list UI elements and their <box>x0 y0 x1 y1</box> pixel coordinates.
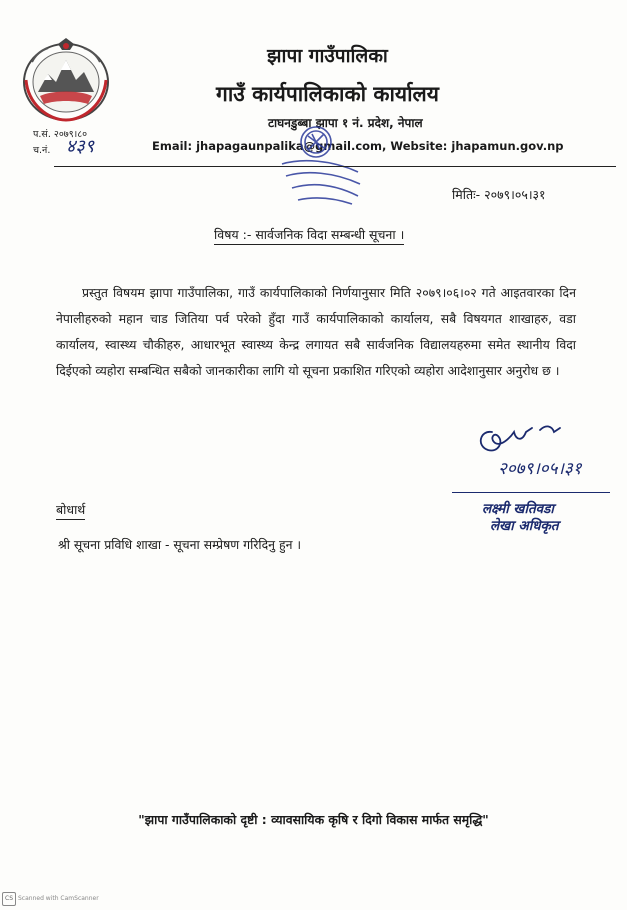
letter-body: प्रस्तुत विषयम झापा गाउँपालिका, गाउँ कार्यपालिकाको निर्णयानुसार मिति २०७९।०६।०२ गते आइतवारका दिन नेपालीहरुको महान चाड जितिया पर्व परेको हुँदा गाउँ कार्यपालिकाको कार्यालय, सबै विषयगत शाखाहरु, वडा कार्यालय, स्वास्थ्य चौकीहरु, आधारभूत स्वास्थ्य केन्द्र लगायत सबै सार्वजनिक विद्यालयहरुमा समेत स्थानीय विदा दिईएको व्यहोरा सम्बन्धित सबैको जानकारीका लागि यो सूचना प्रकाशित गरिएको व्यहोरा आदेशानुसार अनुरोध छ । <box>56 285 576 378</box>
office-address: टाघनडुब्बा झापा १ नं. प्रदेश, नेपाल <box>268 116 423 130</box>
cc-label: बोधार्थ <box>56 501 85 520</box>
dispatch-number-label: च.नं. <box>33 145 51 156</box>
reference-number: प.सं. २०७९।८० <box>33 129 88 140</box>
signer-name: लक्ष्मी खतिवडा <box>482 501 554 517</box>
handwritten-signature <box>470 420 600 482</box>
contact-line: Email: jhapagaunpalika@gmail.com, Website: jhapamun.gov.np <box>152 139 564 153</box>
header-divider <box>54 166 616 167</box>
scanner-watermark: Scanned with CamScanner <box>18 895 99 902</box>
signature-line <box>452 492 610 493</box>
footer-slogan: "झापा गाउँपालिकाको दृष्टी : व्यावसायिक कृषि र दिगो विकास मार्फत समृद्धि" <box>138 812 489 827</box>
signer-title: लेखा अधिकृत <box>490 518 559 534</box>
camscanner-logo-icon: CS <box>2 892 16 906</box>
handwritten-date: २०७९।०५।३१ <box>498 459 582 479</box>
dispatch-number-value: ४३९ <box>66 136 95 157</box>
letter-date: मितिः- २०७९।०५।३१ <box>452 187 546 202</box>
office-stamp <box>272 122 372 206</box>
cc-recipient: श्री सूचना प्रविधि शाखा - सूचना सम्प्रेषण गरिदिनु हुन । <box>58 537 302 552</box>
letter-subject: विषय :- सार्वजनिक विदा सम्बन्धी सूचना । <box>214 226 404 245</box>
org-name: झापा गाउँपालिका <box>267 45 388 67</box>
office-name: गाउँ कार्यपालिकाको कार्यालय <box>216 82 439 106</box>
